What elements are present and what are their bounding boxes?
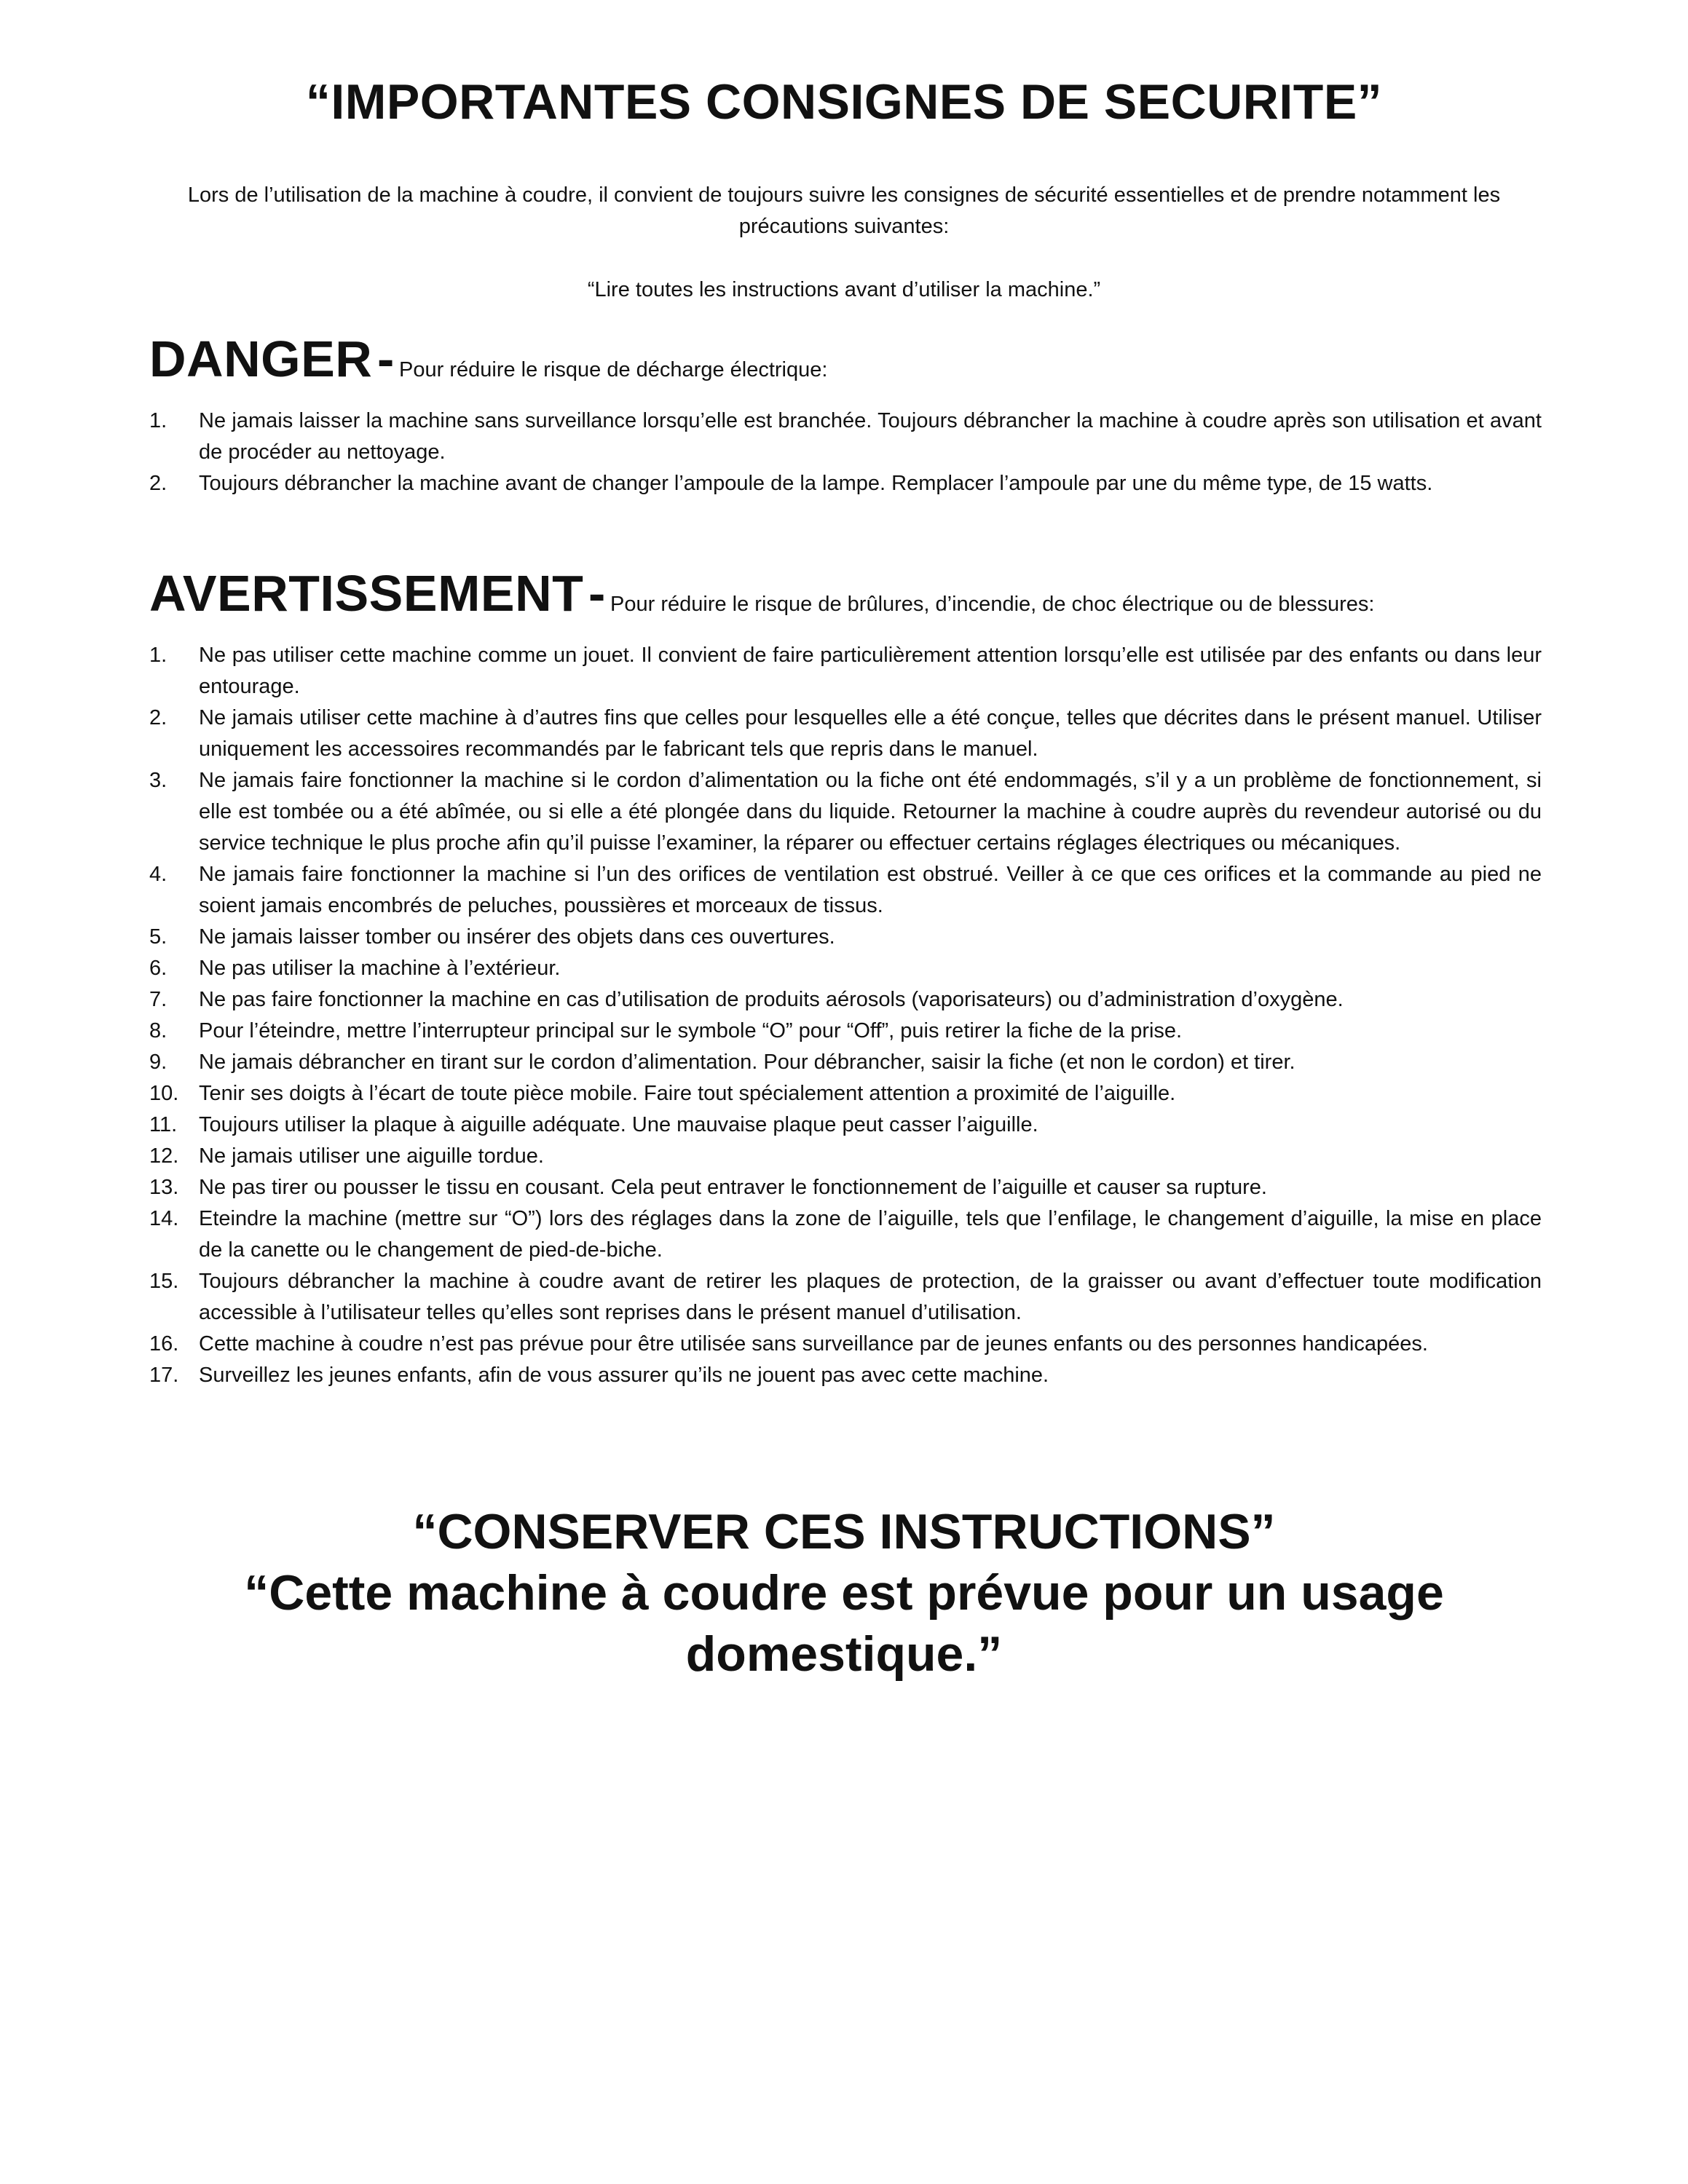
list-item-number: 9. bbox=[149, 1051, 167, 1074]
list-item-number: 13. bbox=[149, 1176, 179, 1199]
warning-heading bbox=[149, 562, 1542, 637]
list-item-number: 10. bbox=[149, 1082, 179, 1105]
list-item-text: Toujours utiliser la plaque à aiguille adéquate. Une mauvaise plaque peut casser l’aiguille. bbox=[199, 1113, 1038, 1136]
list-item-text: Tenir ses doigts à l’écart de toute pièce mobile. Faire tout spécialement attention a proximité de l’aiguille. bbox=[199, 1082, 1176, 1105]
list-item bbox=[149, 703, 1542, 765]
list-item bbox=[149, 405, 1542, 468]
list-item-text: Ne jamais laisser tomber ou insérer des objets dans ces ouvertures. bbox=[199, 925, 835, 949]
list-item bbox=[149, 1203, 1542, 1266]
list-item bbox=[149, 468, 1542, 499]
list-item bbox=[149, 953, 1542, 984]
list-item-number: 1. bbox=[149, 409, 167, 432]
list-item-text: Ne pas tirer ou pousser le tissu en cousant. Cela peut entraver le fonctionnement de l’aiguille et causer sa rupture. bbox=[199, 1176, 1267, 1199]
danger-section bbox=[149, 328, 1542, 499]
list-item bbox=[149, 1141, 1542, 1172]
danger-subtitle: Pour réduire le risque de décharge électrique: bbox=[399, 358, 828, 381]
list-item-text: Ne jamais faire fonctionner la machine si l’un des orifices de ventilation est obstrué. Veiller à ce que ces orifices et la commande au pied ne soient jamais encombrés de peluches, poussières et morceaux de tissus. bbox=[199, 863, 1542, 917]
danger-dash: - bbox=[377, 331, 395, 387]
list-item-number: 4. bbox=[149, 863, 167, 886]
list-item-text: Ne pas utiliser la machine à l’extérieur. bbox=[199, 957, 561, 980]
list-item-number: 11. bbox=[149, 1113, 178, 1136]
list-item bbox=[149, 640, 1542, 703]
list-item-number: 15. bbox=[149, 1270, 179, 1293]
list-item-number: 7. bbox=[149, 988, 167, 1011]
warning-dash: - bbox=[588, 565, 606, 622]
list-item-number: 2. bbox=[149, 706, 167, 729]
warning-label: AVERTISSEMENT bbox=[149, 565, 584, 622]
list-item-text: Eteindre la machine (mettre sur “O”) lors des réglages dans la zone de l’aiguille, tels que l’enfilage, le changement d’aiguille, la mise en place de la canette ou le changement de pied-de-biche. bbox=[199, 1207, 1542, 1262]
list-item-text: Pour l’éteindre, mettre l’interrupteur principal sur le symbole “O” pour “Off”, puis retirer la fiche de la prise. bbox=[199, 1019, 1183, 1042]
intro-paragraph: Lors de l’utilisation de la machine à coudre, il convient de toujours suivre les consignes de sécurité essentielles et de prendre notamment les précautions suivantes: bbox=[187, 183, 1501, 238]
list-item bbox=[149, 1360, 1542, 1391]
danger-label: DANGER bbox=[149, 331, 373, 387]
list-item-text: Toujours débrancher la machine à coudre avant de retirer les plaques de protection, de la graisser ou avant d’effectuer toute modification accessible à l’utilisateur telles qu’elles sont reprises dans le présent manuel d’utilisation. bbox=[199, 1270, 1542, 1324]
list-item-number: 12. bbox=[149, 1144, 179, 1168]
list-item-text: Ne jamais utiliser une aiguille tordue. bbox=[199, 1144, 544, 1168]
list-item-text: Ne jamais laisser la machine sans surveillance lorsqu’elle est branchée. Toujours débrancher la machine à coudre après son utilisation et avant de procéder au nettoyage. bbox=[199, 409, 1542, 464]
list-item-text: Toujours débrancher la machine avant de changer l’ampoule de la lampe. Remplacer l’ampoule par une du même type, de 15 watts. bbox=[199, 472, 1433, 495]
list-item-number: 8. bbox=[149, 1019, 167, 1042]
warning-section bbox=[149, 562, 1542, 1391]
list-item-text: Ne pas utiliser cette machine comme un jouet. Il convient de faire particulièrement attention lorsqu’elle est utilisée par des enfants ou dans leur entourage. bbox=[199, 644, 1542, 698]
list-item-text: Ne pas faire fonctionner la machine en cas d’utilisation de produits aérosols (vaporisateurs) ou d’administration d’oxygène. bbox=[199, 988, 1344, 1011]
list-item-text: Ne jamais faire fonctionner la machine si le cordon d’alimentation ou la fiche ont été endommagés, s’il y a un problème de fonctionnement, si elle est tombée ou a été abîmée, ou si elle a été plongée dans du liquide. Retourner la machine à coudre auprès du revendeur autorisé ou du service technique le plus proche afin qu’il puisse l’examiner, la réparer ou effectuer certains réglages électriques ou mécaniques. bbox=[199, 769, 1542, 855]
list-item bbox=[149, 984, 1542, 1016]
danger-heading bbox=[149, 328, 1542, 403]
list-item bbox=[149, 1172, 1542, 1203]
list-item bbox=[149, 1266, 1542, 1329]
list-item-number: 17. bbox=[149, 1364, 179, 1387]
list-item bbox=[149, 922, 1542, 953]
list-item-text: Cette machine à coudre n’est pas prévue pour être utilisée sans surveillance par de jeunes enfants ou des personnes handicapées. bbox=[199, 1332, 1428, 1356]
page-title: “IMPORTANTES CONSIGNES DE SECURITE” bbox=[305, 74, 1383, 130]
list-item-text: Surveillez les jeunes enfants, afin de vous assurer qu’ils ne jouent pas avec cette machine. bbox=[199, 1364, 1049, 1387]
list-item-number: 6. bbox=[149, 957, 167, 980]
list-item-number: 5. bbox=[149, 925, 167, 949]
list-item-number: 16. bbox=[149, 1332, 179, 1356]
list-item-number: 14. bbox=[149, 1207, 179, 1230]
danger-list bbox=[149, 405, 1542, 499]
list-item bbox=[149, 1078, 1542, 1109]
list-item-number: 2. bbox=[149, 472, 167, 495]
list-item-text: Ne jamais utiliser cette machine à d’autres fins que celles pour lesquelles elle a été conçue, telles que décrites dans le présent manuel. Utiliser uniquement les accessoires recommandés par le fabricant tels que repris dans le manuel. bbox=[199, 706, 1542, 761]
list-item bbox=[149, 859, 1542, 922]
list-item bbox=[149, 1109, 1542, 1141]
warning-subtitle: Pour réduire le risque de brûlures, d’incendie, de choc électrique ou de blessures: bbox=[610, 593, 1375, 616]
list-item bbox=[149, 1016, 1542, 1047]
read-instructions-note: “Lire toutes les instructions avant d’utiliser la machine.” bbox=[587, 278, 1101, 301]
warning-list bbox=[149, 640, 1542, 1391]
list-item bbox=[149, 765, 1542, 859]
list-item-number: 1. bbox=[149, 644, 167, 667]
list-item bbox=[149, 1329, 1542, 1360]
list-item bbox=[149, 1047, 1542, 1078]
household-use-statement: “Cette machine à coudre est prévue pour un usage domestique.” bbox=[244, 1565, 1444, 1682]
list-item-text: Ne jamais débrancher en tirant sur le cordon d’alimentation. Pour débrancher, saisir la fiche (et non le cordon) et tirer. bbox=[199, 1051, 1295, 1074]
closing-statement bbox=[109, 1501, 1579, 1685]
list-item-number: 3. bbox=[149, 769, 167, 792]
keep-instructions-heading: “CONSERVER CES INSTRUCTIONS” bbox=[412, 1504, 1276, 1559]
